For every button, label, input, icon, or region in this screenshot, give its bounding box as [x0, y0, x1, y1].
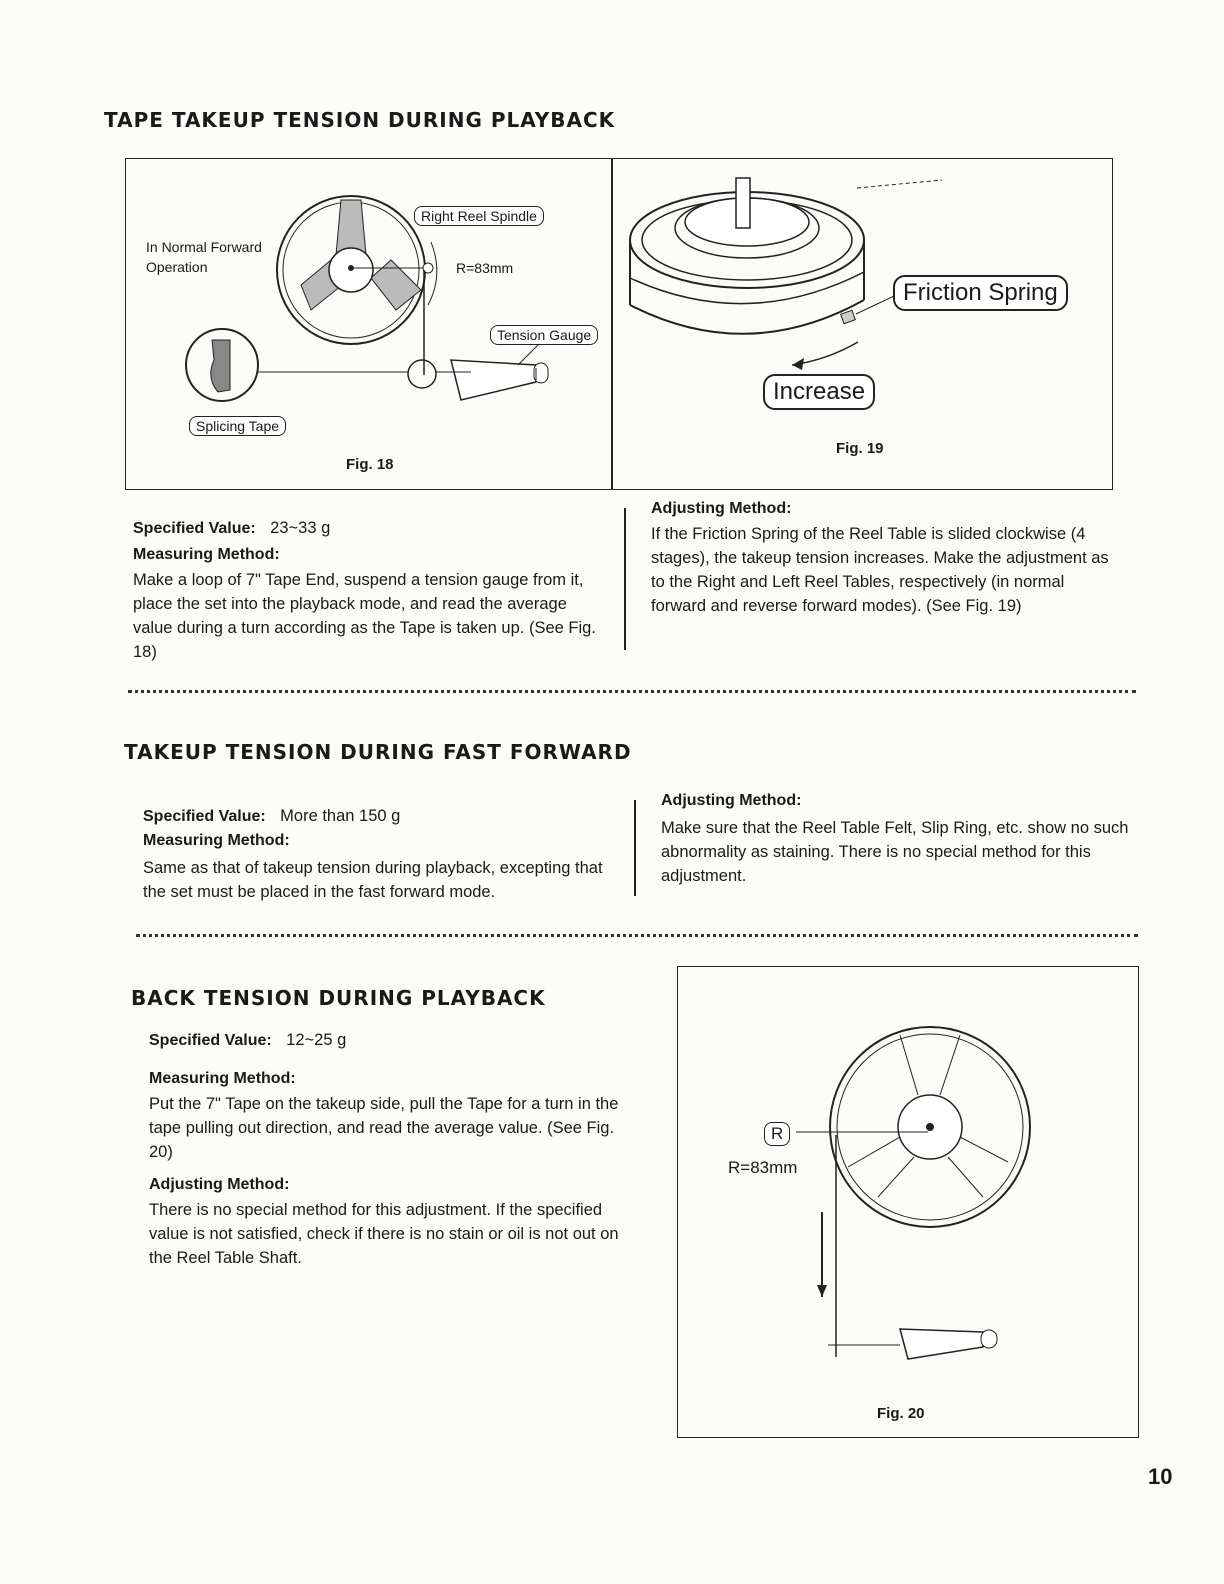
callout-splicing-tape: Splicing Tape: [189, 416, 286, 436]
measuring-method-text: Same as that of takeup tension during playback, excepting that the set must be placed in the fast forward mode.: [143, 859, 603, 901]
specified-value: 23~33 g: [270, 519, 331, 537]
dotted-separator-1: [128, 690, 1136, 693]
adjusting-method-label: Adjusting Method:: [149, 1176, 290, 1193]
specified-value: More than 150 g: [280, 807, 401, 825]
measuring-method-label: Measuring Method:: [149, 1070, 296, 1087]
specified-value-label: Specified Value:: [143, 808, 266, 825]
measuring-method-label: Measuring Method:: [133, 546, 280, 563]
page-number: 10: [1148, 1464, 1173, 1489]
section2-right-column: [661, 792, 1131, 888]
fig18-mode-line1: In Normal Forward: [146, 239, 262, 255]
adjusting-method-text: There is no special method for this adjustment. If the specified value is not satisfied, check if there is no stain or oil is not out on the Reel Table Shaft.: [149, 1201, 619, 1267]
fig20-diagram: [678, 967, 1136, 1435]
callout-increase: Increase: [763, 374, 875, 410]
section2-title: TAKEUP TENSION DURING FAST FORWARD: [124, 740, 632, 764]
measuring-method-text: Make a loop of 7" Tape End, suspend a tension gauge from it, place the set into the playback mode, and read the average value during a turn according as the Tape is taken up. (See Fig. 18): [133, 571, 596, 661]
adjusting-method-label: Adjusting Method:: [651, 500, 792, 517]
section1-title: TAPE TAKEUP TENSION DURING PLAYBACK: [104, 108, 616, 132]
adjusting-method-label: Adjusting Method:: [661, 792, 802, 809]
fig20-caption: Fig. 20: [877, 1405, 925, 1422]
fig20-radius-label: R=83mm: [728, 1158, 798, 1177]
fig18-radius-label: R=83mm: [456, 260, 514, 276]
measuring-method-label: Measuring Method:: [143, 832, 290, 849]
adjusting-method-text: If the Friction Spring of the Reel Table is slided clockwise (4 stages), the takeup tension increases. Make the adjustment as to the Right and Left Reel Tables, respectively (in normal forward and reverse forward modes). (See Fig. 19): [651, 525, 1109, 615]
fig19-caption: Fig. 19: [836, 440, 884, 457]
section2-column-divider: [634, 800, 636, 896]
section1-column-divider: [624, 508, 626, 650]
specified-value-label: Specified Value:: [149, 1032, 272, 1049]
measuring-method-text: Put the 7" Tape on the takeup side, pull the Tape for a turn in the tape pulling out direction, and read the average value. (See Fig. 20): [149, 1095, 619, 1161]
specified-value-label: Specified Value:: [133, 520, 256, 537]
callout-friction-spring: Friction Spring: [893, 275, 1068, 311]
fig18-mode-line2: Operation: [146, 259, 208, 275]
fig20-r-marker: R: [764, 1122, 790, 1146]
section2-left-column: [143, 804, 613, 904]
fig18-caption: Fig. 18: [346, 456, 394, 473]
specified-value: 12~25 g: [286, 1031, 347, 1049]
callout-right-reel-spindle: Right Reel Spindle: [414, 206, 544, 226]
fig19-diagram: [612, 160, 1110, 486]
section1-right-column: [651, 500, 1121, 618]
section3-column: [149, 1028, 629, 1270]
callout-tension-gauge: Tension Gauge: [490, 325, 598, 345]
section1-left-column: [133, 516, 603, 664]
section3-title: BACK TENSION DURING PLAYBACK: [131, 986, 546, 1010]
dotted-separator-2: [136, 934, 1138, 937]
adjusting-method-text: Make sure that the Reel Table Felt, Slip Ring, etc. show no such abnormality as staining. There is no special method for this adjustment.: [661, 819, 1129, 885]
